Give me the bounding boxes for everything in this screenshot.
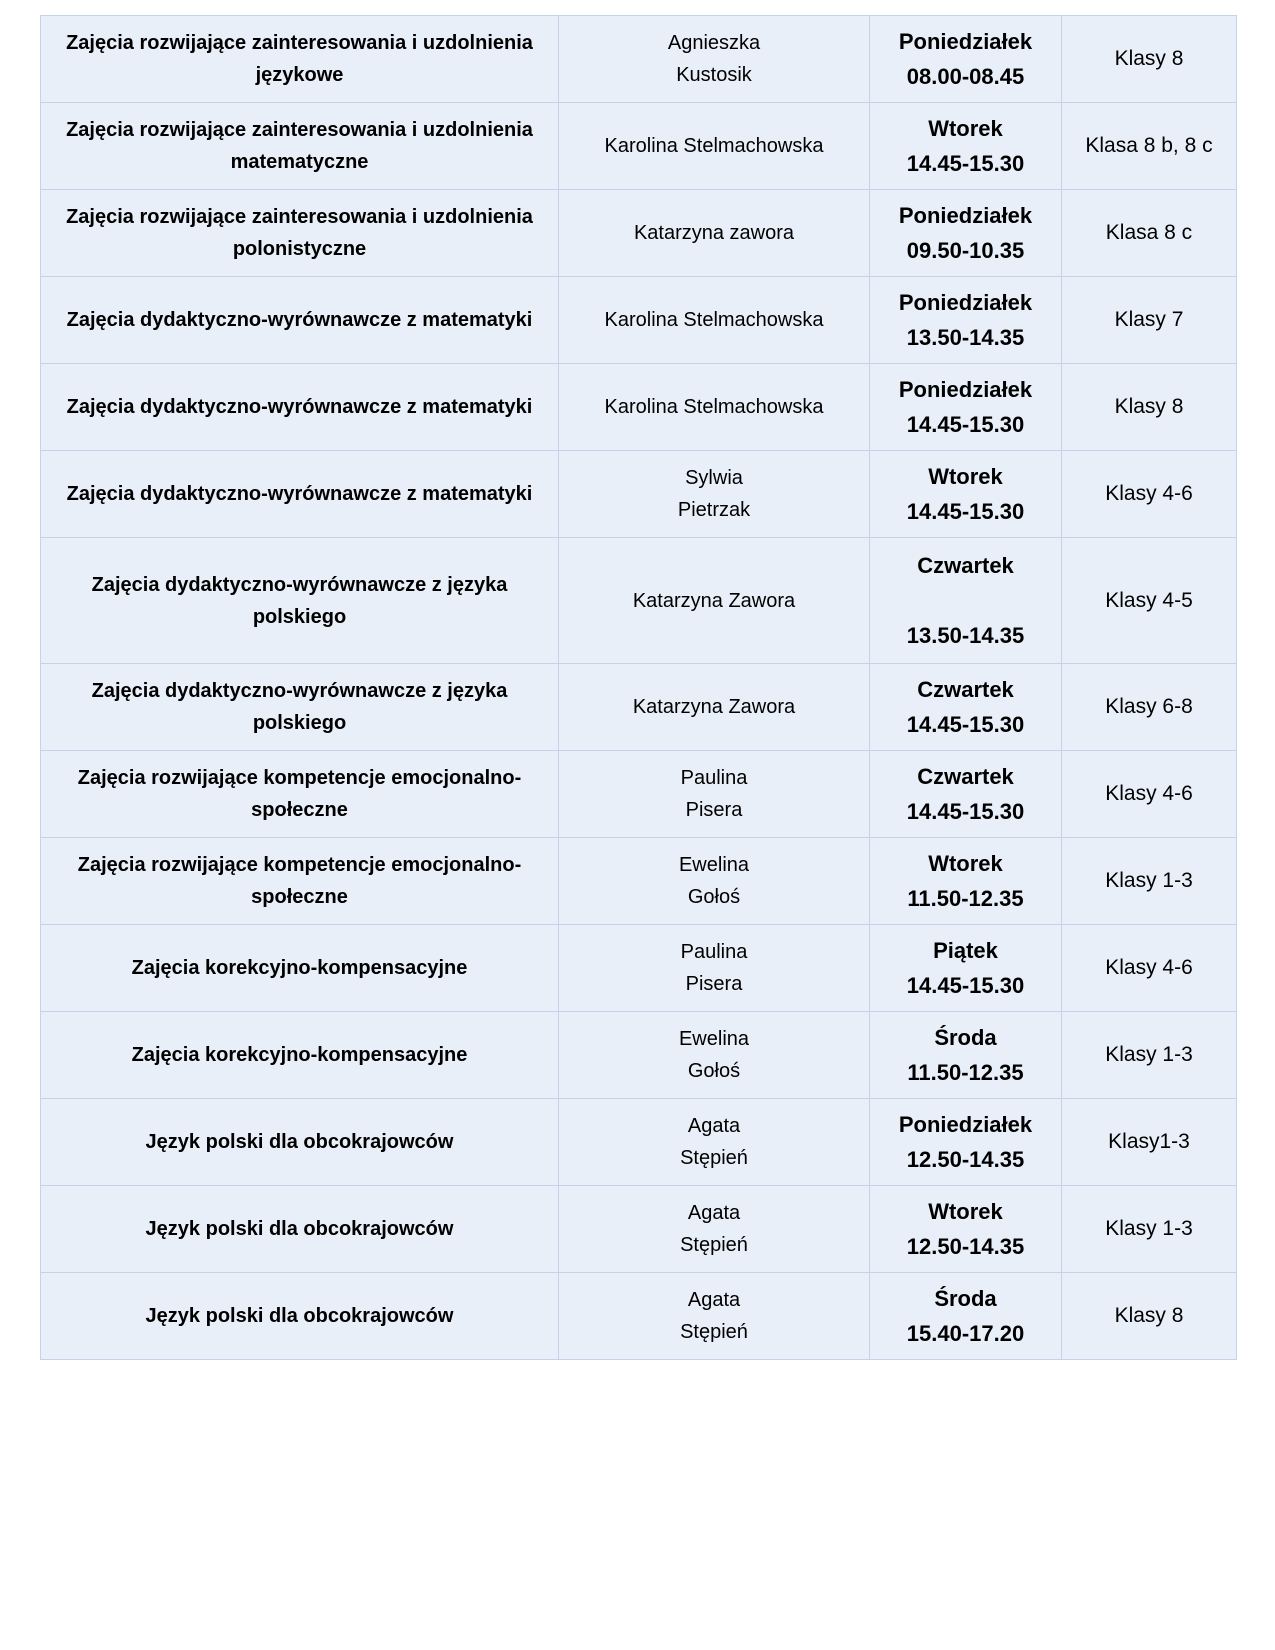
- activity-cell: Zajęcia korekcyjno-kompensacyjne: [41, 1012, 559, 1099]
- classes-cell: Klasy 4-6: [1062, 451, 1237, 538]
- activity-cell: Język polski dla obcokrajowców: [41, 1273, 559, 1360]
- time-range: 15.40-17.20: [906, 1321, 1025, 1346]
- activity-cell: Język polski dla obcokrajowców: [41, 1099, 559, 1186]
- teacher-name-line: Paulina: [680, 941, 748, 963]
- teacher-cell: [559, 103, 870, 190]
- activity-cell: Zajęcia dydaktyczno-wyrównawcze z matematyki: [41, 364, 559, 451]
- weekday: Środa: [934, 1025, 997, 1050]
- schedule-table: [40, 15, 1237, 1360]
- activity-cell: Zajęcia rozwijające zainteresowania i uzdolnienia językowe: [41, 16, 559, 103]
- schedule-time-cell: [870, 538, 1062, 664]
- schedule-time-cell: [870, 838, 1062, 925]
- weekday: Poniedziałek: [898, 203, 1033, 228]
- schedule-time-cell: [870, 1186, 1062, 1273]
- teacher-name-line: Ewelina: [678, 1028, 750, 1050]
- schedule-time-cell: [870, 664, 1062, 751]
- teacher-cell: [559, 838, 870, 925]
- teacher-name-line: Gołoś: [687, 1060, 741, 1082]
- weekday: Wtorek: [928, 464, 1003, 489]
- teacher-name-line: Sylwia: [685, 467, 743, 489]
- schedule-time-cell: [870, 190, 1062, 277]
- teacher-name-line: Gołoś: [687, 886, 741, 908]
- teacher-name-line: Agata: [687, 1289, 741, 1311]
- classes-cell: Klasy 1-3: [1062, 1012, 1237, 1099]
- teacher-cell: [559, 16, 870, 103]
- classes-cell: Klasy 1-3: [1062, 838, 1237, 925]
- teacher-cell: [559, 364, 870, 451]
- table-row: [41, 1273, 1237, 1360]
- table-row: [41, 16, 1237, 103]
- teacher-cell: [559, 451, 870, 538]
- table-row: [41, 451, 1237, 538]
- weekday: Poniedziałek: [898, 1112, 1033, 1137]
- teacher-cell: [559, 1099, 870, 1186]
- teacher-name-line: Kustosik: [676, 64, 752, 86]
- schedule-time-cell: [870, 751, 1062, 838]
- schedule-time-cell: [870, 1012, 1062, 1099]
- classes-cell: Klasa 8 b, 8 c: [1062, 103, 1237, 190]
- teacher-name-line: Karolina Stelmachowska: [604, 135, 824, 157]
- classes-cell: Klasy1-3: [1062, 1099, 1237, 1186]
- time-range: 14.45-15.30: [906, 712, 1025, 737]
- time-range: 12.50-14.35: [906, 1147, 1025, 1172]
- table-row: [41, 1099, 1237, 1186]
- classes-cell: Klasy 4-6: [1062, 925, 1237, 1012]
- teacher-name-line: Pisera: [685, 799, 743, 821]
- classes-cell: Klasy 8: [1062, 1273, 1237, 1360]
- table-row: [41, 925, 1237, 1012]
- time-range: 14.45-15.30: [906, 499, 1025, 524]
- activity-cell: Zajęcia rozwijające kompetencje emocjonalno-społeczne: [41, 838, 559, 925]
- teacher-name-line: Agata: [687, 1115, 741, 1137]
- table-row: [41, 190, 1237, 277]
- teacher-name-line: Katarzyna Zawora: [632, 589, 796, 612]
- teacher-cell: [559, 1012, 870, 1099]
- teacher-name-line: Stępień: [680, 1321, 748, 1343]
- table-row: [41, 538, 1237, 664]
- time-range: 14.45-15.30: [906, 412, 1025, 437]
- time-range: 11.50-12.35: [907, 886, 1024, 911]
- time-range: 08.00-08.45: [906, 64, 1025, 89]
- table-row: [41, 103, 1237, 190]
- classes-cell: Klasa 8 c: [1062, 190, 1237, 277]
- teacher-name-line: Karolina Stelmachowska: [604, 396, 824, 418]
- time-range: 13.50-14.35: [906, 325, 1025, 350]
- weekday: Piątek: [933, 938, 998, 963]
- time-range: 09.50-10.35: [906, 238, 1025, 263]
- weekday: Poniedziałek: [898, 290, 1033, 315]
- table-row: [41, 838, 1237, 925]
- time-range: 11.50-12.35: [907, 1060, 1024, 1085]
- schedule-table-body: [41, 16, 1237, 1360]
- classes-cell: Klasy 4-6: [1062, 751, 1237, 838]
- time-range: 14.45-15.30: [906, 151, 1025, 176]
- blank-line: [876, 583, 1055, 618]
- schedule-time-cell: [870, 925, 1062, 1012]
- teacher-name-line: Stępień: [680, 1147, 748, 1169]
- teacher-name-line: Karolina Stelmachowska: [604, 309, 824, 331]
- teacher-name-line: Agata: [687, 1202, 741, 1224]
- weekday: Środa: [934, 1286, 997, 1311]
- schedule-time-cell: [870, 1273, 1062, 1360]
- activity-cell: Zajęcia dydaktyczno-wyrównawcze z matematyki: [41, 277, 559, 364]
- teacher-cell: [559, 751, 870, 838]
- activity-cell: Zajęcia rozwijające zainteresowania i uzdolnienia polonistyczne: [41, 190, 559, 277]
- weekday: Poniedziałek: [898, 377, 1033, 402]
- classes-cell: Klasy 4-5: [1062, 538, 1237, 664]
- schedule-time-cell: [870, 1099, 1062, 1186]
- weekday: Poniedziałek: [898, 29, 1033, 54]
- teacher-cell: [559, 925, 870, 1012]
- classes-cell: Klasy 8: [1062, 16, 1237, 103]
- table-row: [41, 751, 1237, 838]
- table-row: [41, 277, 1237, 364]
- activity-cell: Zajęcia dydaktyczno-wyrównawcze z matematyki: [41, 451, 559, 538]
- weekday: Czwartek: [917, 677, 1014, 702]
- classes-cell: Klasy 7: [1062, 277, 1237, 364]
- teacher-cell: [559, 190, 870, 277]
- activity-cell: Zajęcia korekcyjno-kompensacyjne: [41, 925, 559, 1012]
- time-range: 12.50-14.35: [906, 1234, 1025, 1259]
- document-page: [40, 15, 1236, 1360]
- schedule-time-cell: [870, 451, 1062, 538]
- weekday: Czwartek: [917, 764, 1014, 789]
- weekday: Wtorek: [928, 851, 1003, 876]
- activity-cell: Zajęcia rozwijające kompetencje emocjonalno-społeczne: [41, 751, 559, 838]
- table-row: [41, 664, 1237, 751]
- teacher-name-line: Katarzyna Zawora: [632, 696, 796, 718]
- classes-cell: Klasy 1-3: [1062, 1186, 1237, 1273]
- classes-cell: Klasy 8: [1062, 364, 1237, 451]
- schedule-time-cell: [870, 16, 1062, 103]
- classes-cell: Klasy 6-8: [1062, 664, 1237, 751]
- table-row: [41, 1012, 1237, 1099]
- time-range: 14.45-15.30: [906, 799, 1025, 824]
- teacher-name-line: Pisera: [685, 973, 743, 995]
- time-range: 13.50-14.35: [906, 623, 1025, 648]
- teacher-cell: [559, 664, 870, 751]
- teacher-name-line: Paulina: [680, 767, 748, 789]
- teacher-name-line: Pietrzak: [677, 499, 751, 521]
- teacher-name-line: Agnieszka: [667, 32, 761, 54]
- weekday: Wtorek: [928, 1199, 1003, 1224]
- teacher-name-line: Ewelina: [678, 854, 750, 876]
- teacher-cell: [559, 1273, 870, 1360]
- time-range: 14.45-15.30: [906, 973, 1025, 998]
- schedule-time-cell: [870, 103, 1062, 190]
- teacher-cell: [559, 277, 870, 364]
- schedule-time-cell: [870, 364, 1062, 451]
- table-row: [41, 364, 1237, 451]
- teacher-name-line: Katarzyna zawora: [633, 222, 795, 244]
- weekday: Wtorek: [928, 116, 1003, 141]
- schedule-time-cell: [870, 277, 1062, 364]
- activity-cell: Zajęcia rozwijające zainteresowania i uzdolnienia matematyczne: [41, 103, 559, 190]
- activity-cell: Zajęcia dydaktyczno-wyrównawcze z języka polskiego: [41, 664, 559, 751]
- table-row: [41, 1186, 1237, 1273]
- activity-cell: Zajęcia dydaktyczno-wyrównawcze z języka polskiego: [41, 538, 559, 664]
- teacher-cell: [559, 538, 870, 664]
- teacher-cell: [559, 1186, 870, 1273]
- teacher-name-line: Stępień: [680, 1234, 748, 1256]
- activity-cell: Język polski dla obcokrajowców: [41, 1186, 559, 1273]
- weekday: Czwartek: [917, 553, 1014, 578]
